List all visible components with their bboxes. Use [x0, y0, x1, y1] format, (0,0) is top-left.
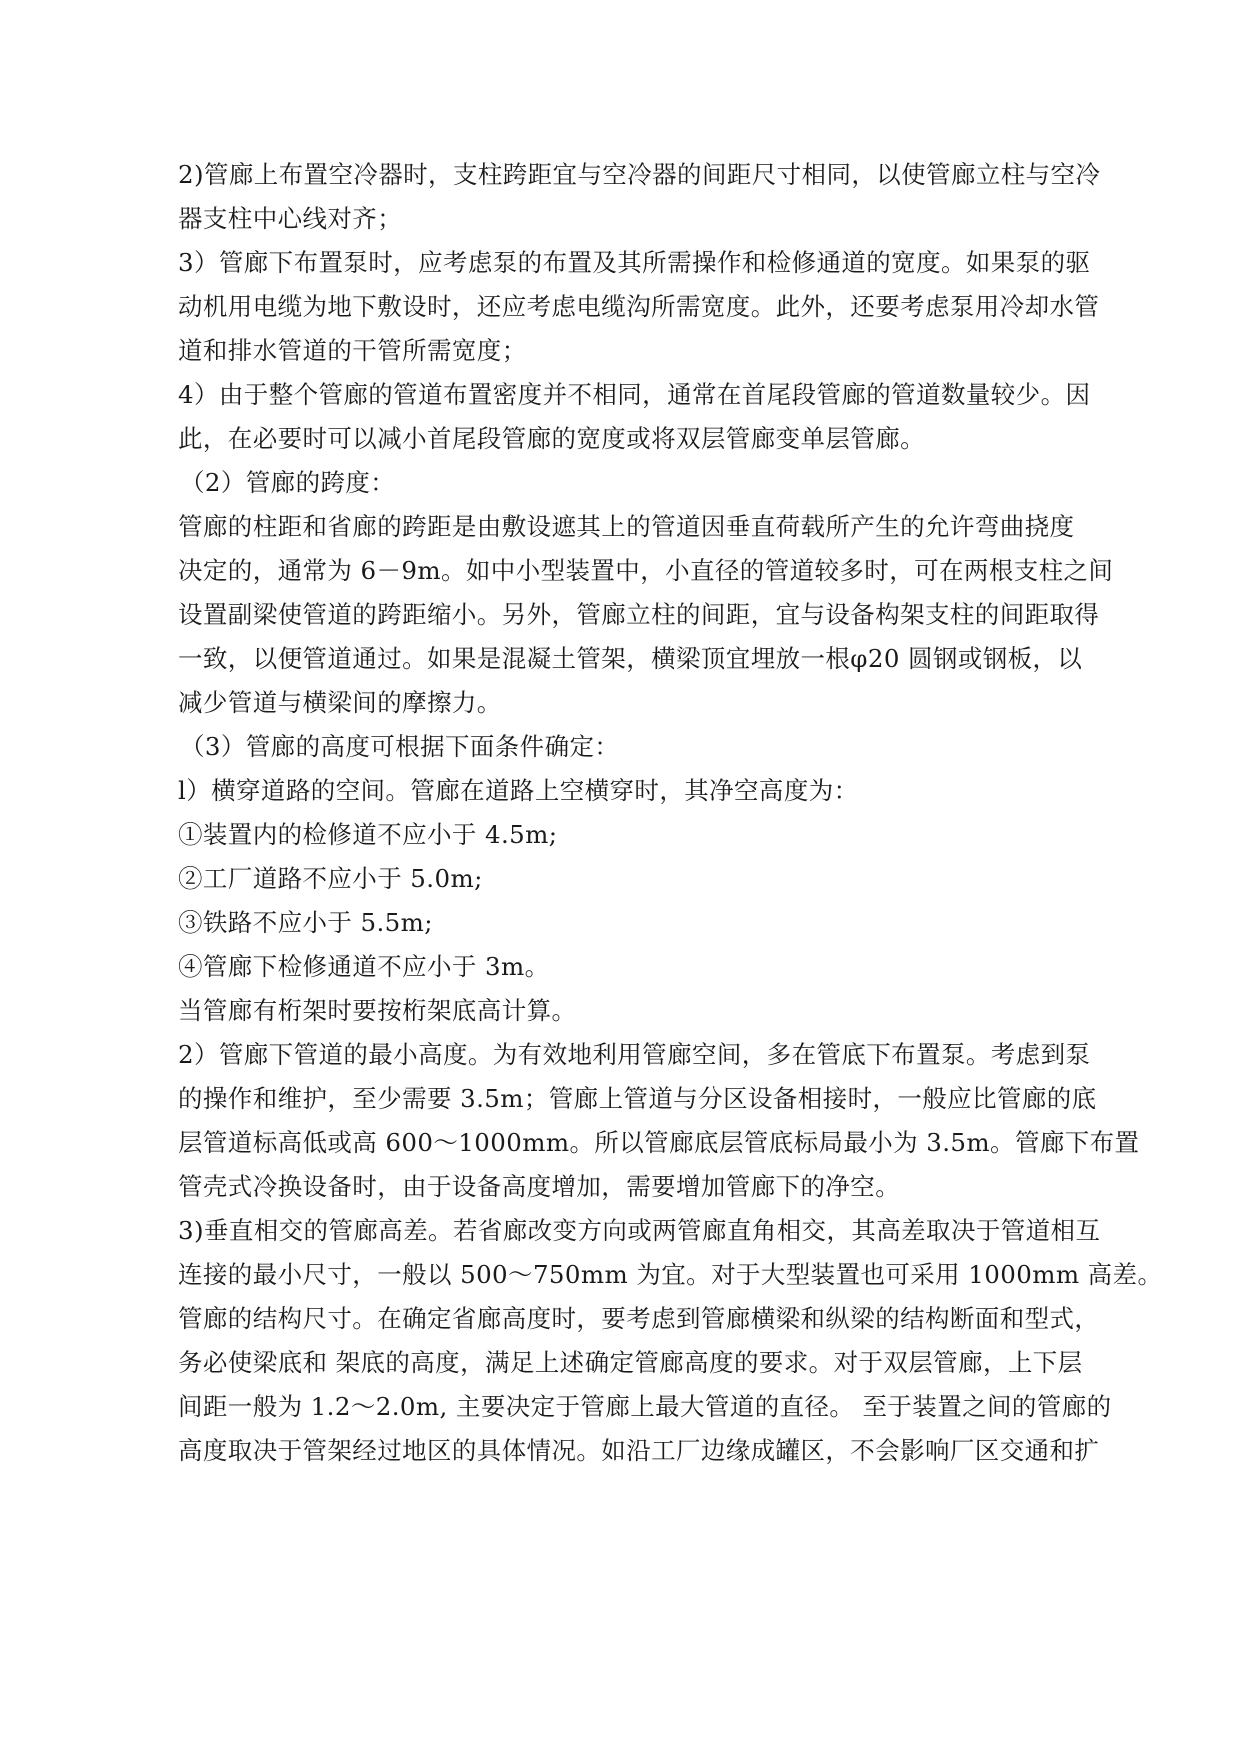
section-heading: （2）管廊的跨度： — [180, 468, 396, 497]
list-item: ②工厂道路不应小于 5.0m; — [178, 864, 483, 893]
list-item: ④管廊下检修通道不应小于 3m。 — [178, 952, 550, 981]
text-line: 2）管廊下管道的最小高度。为有效地利用管廊空间，多在管底下布置泵。考虑到泵 — [178, 1040, 1091, 1069]
text-line: 动机用电缆为地下敷设时，还应考虑电缆沟所需宽度。此外，还要考虑泵用冷却水管 — [178, 292, 1100, 321]
text-line: 一致，以便管道通过。如果是混凝土管架，横梁顶宜埋放一根φ20 圆钢或钢板，以 — [178, 644, 1083, 673]
text-line: 管廊的结构尺寸。在确定省廊高度时，要考虑到管廊横梁和纵梁的结构断面和型式， — [178, 1304, 1100, 1333]
text-line: 管廊的柱距和省廊的跨距是由敷设遮其上的管道因垂直荷载所产生的允许弯曲挠度 — [178, 512, 1075, 541]
section-heading: （3）管廊的高度可根据下面条件确定： — [180, 732, 620, 761]
text-line: 当管廊有桁架时要按桁架底高计算。 — [178, 996, 577, 1025]
text-line: 此，在必要时可以减小首尾段管廊的宽度或将双层管廊变单层管廊。 — [178, 424, 925, 453]
text-line: 器支柱中心线对齐； — [178, 204, 403, 233]
list-item: ③铁路不应小于 5.5m; — [178, 908, 433, 937]
text-line: 间距一般为 1.2～2.0m, 主要决定于管廊上最大管道的直径。 至于装置之间的管廊的 — [178, 1392, 1112, 1421]
text-line: 3）管廊下布置泵时，应考虑泵的布置及其所需操作和检修通道的宽度。如果泵的驱 — [178, 248, 1091, 277]
text-line: 道和排水管道的干管所需宽度； — [178, 336, 527, 365]
text-line: 的操作和维护，至少需要 3.5m；管廊上管道与分区设备相接时，一般应比管廊的底 — [178, 1084, 1097, 1113]
text-line: l）横穿道路的空间。管廊在道路上空横穿时，其净空高度为： — [178, 776, 859, 805]
text-line: 连接的最小尺寸，一般以 500～750mm 为宜。对于大型装置也可采用 1000mm 高差。 — [178, 1260, 1163, 1289]
text-line: 高度取决于管架经过地区的具体情况。如沿工厂边缘成罐区，不会影响厂区交通和扩 — [178, 1436, 1100, 1465]
text-line: 决定的，通常为 6－9m。如中小型装置中，小直径的管道较多时，可在两根支柱之间 — [178, 556, 1114, 585]
text-line: 3)垂直相交的管廊高差。若省廊改变方向或两管廊直角相交，其高差取决于管道相互 — [178, 1216, 1101, 1245]
text-line: 4）由于整个管廊的管道布置密度并不相同，通常在首尾段管廊的管道数量较少。因 — [178, 380, 1091, 409]
list-item: ①装置内的检修道不应小于 4.5m; — [178, 820, 558, 849]
text-line: 设置副梁使管道的跨距缩小。另外，管廊立柱的间距，宜与设备构架支柱的间距取得 — [178, 600, 1100, 629]
text-line: 务必使梁底和 架底的高度，满足上述确定管廊高度的要求。对于双层管廊，上下层 — [178, 1348, 1083, 1377]
text-line: 2)管廊上布置空冷器时，支柱跨距宜与空冷器的间距尺寸相同，以使管廊立柱与空冷 — [178, 160, 1101, 189]
text-line: 管壳式冷换设备时，由于设备高度增加，需要增加管廊下的净空。 — [178, 1172, 901, 1201]
text-line: 层管道标高低或高 600～1000mm。所以管廊底层管底标局最小为 3.5m。管廊下布置 — [178, 1128, 1140, 1157]
document-body — [178, 153, 1163, 1473]
text-line: 减少管道与横梁间的摩擦力。 — [178, 688, 502, 717]
